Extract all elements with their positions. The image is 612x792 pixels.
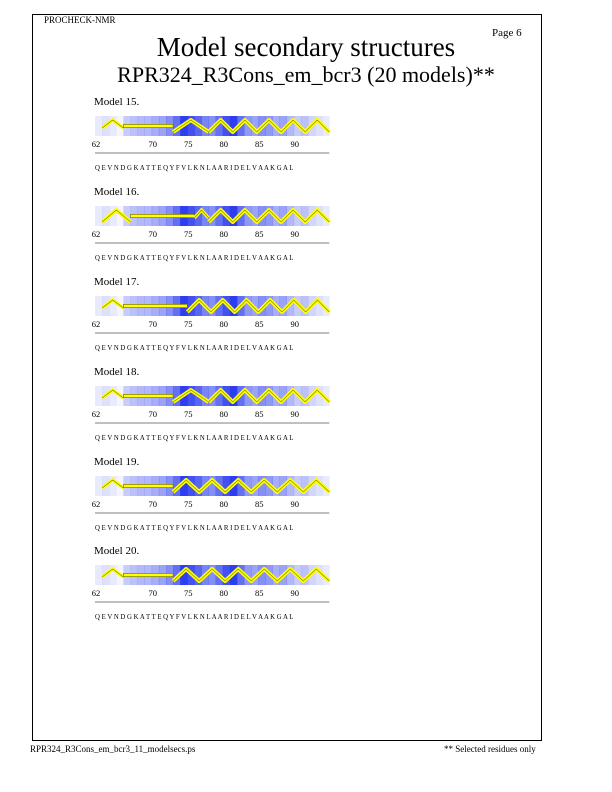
model-panel xyxy=(91,456,354,536)
coil-segment xyxy=(123,394,173,397)
residue-tick-label: 75 xyxy=(184,499,193,509)
model-panel xyxy=(91,96,354,176)
residue-tick-label: 85 xyxy=(255,319,264,329)
residue-tick-label: 85 xyxy=(255,499,264,509)
residue-shade-cell xyxy=(95,476,102,496)
sequence-text: Q E V N D G K A T T E Q Y F V L K N L A A R I D E L V A A K G A L xyxy=(95,165,294,172)
residue-tick-label: 90 xyxy=(290,319,300,329)
residue-tick-label: 70 xyxy=(148,499,158,509)
residue-tick-label: 75 xyxy=(184,588,193,598)
residue-tick-label: 80 xyxy=(219,409,229,419)
residue-shade-cell xyxy=(95,565,102,585)
residue-tick-label: 80 xyxy=(219,588,229,598)
model-label: Model 15. xyxy=(94,96,140,108)
residue-tick-label: 70 xyxy=(148,229,158,239)
model-label: Model 16. xyxy=(94,186,140,198)
sequence-text: Q E V N D G K A T T E Q Y F V L K N L A A R I D E L V A A K G A L xyxy=(95,614,294,621)
program-name: PROCHECK-NMR xyxy=(44,15,116,25)
residue-tick-label: 70 xyxy=(148,139,158,149)
residue-tick-label: 75 xyxy=(184,139,193,149)
residue-shade-cell xyxy=(95,206,102,226)
coil-segment xyxy=(123,573,173,576)
residue-tick-label: 62 xyxy=(91,139,101,149)
residue-tick-label: 85 xyxy=(255,588,264,598)
structure-plot xyxy=(91,382,344,434)
residue-shade-cell xyxy=(95,386,102,406)
residue-tick-label: 90 xyxy=(290,499,300,509)
sequence-text: Q E V N D G K A T T E Q Y F V L K N L A A R I D E L V A A K G A L xyxy=(95,345,294,352)
coil-segment xyxy=(123,484,173,487)
model-label: Model 17. xyxy=(94,276,140,288)
structure-plot xyxy=(91,202,344,254)
footer-note: ** Selected residues only xyxy=(444,744,536,754)
structure-plot xyxy=(91,472,344,524)
residue-tick-label: 90 xyxy=(290,229,300,239)
model-label: Model 20. xyxy=(94,545,140,557)
coil-segment xyxy=(131,214,195,217)
structure-plot xyxy=(91,292,344,344)
residue-tick-label: 80 xyxy=(219,229,229,239)
residue-tick-label: 90 xyxy=(290,409,300,419)
coil-segment xyxy=(123,124,173,127)
residue-tick-label: 90 xyxy=(290,139,300,149)
residue-tick-label: 70 xyxy=(148,588,158,598)
residue-tick-label: 85 xyxy=(255,229,264,239)
residue-tick-label: 80 xyxy=(219,499,229,509)
residue-tick-label: 80 xyxy=(219,319,229,329)
sequence-text: Q E V N D G K A T T E Q Y F V L K N L A A R I D E L V A A K G A L xyxy=(95,435,294,442)
structure-plot xyxy=(91,561,344,613)
model-panel xyxy=(91,545,354,625)
model-panel xyxy=(91,186,354,266)
footer-filename: RPR324_R3Cons_em_bcr3_11_modelsecs.ps xyxy=(30,744,196,754)
residue-tick-label: 62 xyxy=(91,499,101,509)
structure-plot xyxy=(91,112,344,164)
residue-tick-label: 62 xyxy=(91,229,101,239)
residue-shade-cell xyxy=(95,116,102,136)
residue-tick-label: 80 xyxy=(219,139,229,149)
page-number: Page 6 xyxy=(492,27,522,39)
residue-shade-cell xyxy=(95,296,102,316)
page-subtitle: RPR324_R3Cons_em_bcr3 (20 models)** xyxy=(117,62,495,87)
residue-tick-label: 75 xyxy=(184,229,193,239)
residue-tick-label: 70 xyxy=(148,409,158,419)
residue-tick-label: 75 xyxy=(184,409,193,419)
residue-tick-label: 85 xyxy=(255,409,264,419)
residue-tick-label: 90 xyxy=(290,588,300,598)
residue-tick-label: 62 xyxy=(91,588,101,598)
residue-tick-label: 62 xyxy=(91,409,101,419)
page-title: Model secondary structures xyxy=(156,32,456,62)
model-panel xyxy=(91,366,354,446)
sequence-text: Q E V N D G K A T T E Q Y F V L K N L A A R I D E L V A A K G A L xyxy=(95,525,294,532)
residue-tick-label: 62 xyxy=(91,319,101,329)
coil-segment xyxy=(123,304,187,307)
residue-tick-label: 75 xyxy=(184,319,193,329)
residue-tick-label: 70 xyxy=(148,319,158,329)
model-panel xyxy=(91,276,354,356)
sequence-text: Q E V N D G K A T T E Q Y F V L K N L A A R I D E L V A A K G A L xyxy=(95,255,294,262)
model-label: Model 19. xyxy=(94,456,140,468)
model-label: Model 18. xyxy=(94,366,140,378)
residue-tick-label: 85 xyxy=(255,139,264,149)
